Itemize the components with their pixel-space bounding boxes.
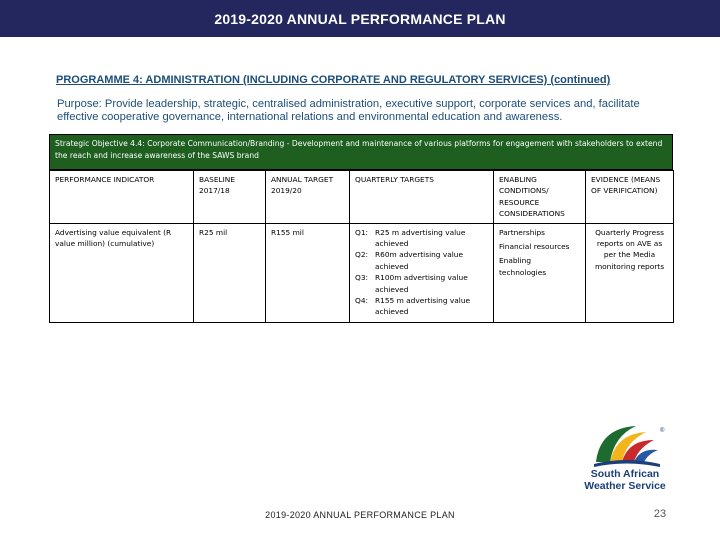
- quarter-value: R100m advertising value achieved: [375, 273, 468, 294]
- quarter-key: Q4:: [355, 296, 369, 306]
- header-annual-target: ANNUAL TARGET 2019/20: [266, 171, 350, 224]
- quarter-value: R60m advertising value achieved: [375, 250, 464, 271]
- logo-text-line1: South African: [590, 468, 660, 480]
- enabling-item: Partnerships: [499, 227, 545, 237]
- cell-quarterly-targets: [350, 223, 494, 322]
- quarter-list: [355, 227, 488, 318]
- quarter-item: [355, 272, 488, 295]
- footer-text: 2019-2020 ANNUAL PERFORMANCE PLAN: [265, 510, 455, 520]
- quarter-key: Q1:: [355, 227, 369, 237]
- header-quarterly-targets: QUARTERLY TARGETS: [350, 171, 494, 224]
- quarter-item: [355, 249, 488, 272]
- header-evidence: EVIDENCE (MEANS OF VERIFICATION): [586, 171, 674, 224]
- quarter-item: [355, 227, 488, 250]
- cell-evidence: Quarterly Progress reports on AVE as per the Media monitoring reports: [586, 223, 674, 322]
- cell-enabling-conditions: [494, 223, 586, 322]
- logo-text-line2: Weather Service: [584, 480, 666, 492]
- quarter-item: [355, 295, 488, 318]
- header-performance-indicator: PERFORMANCE INDICATOR: [50, 171, 194, 224]
- strategic-objective: Strategic Objective 4.4: Corporate Communication/Branding - Development and maintenance of various platforms for engagement with stakeholders to extend the reach and increase awareness of the SAWS brand: [49, 134, 673, 170]
- table-header-row: [50, 171, 674, 224]
- enabling-item: Financial resources: [499, 242, 570, 252]
- header-baseline: BASELINE 2017/18: [194, 171, 266, 224]
- quarter-key: Q3:: [355, 273, 369, 283]
- quarter-key: Q2:: [355, 250, 369, 260]
- enabling-item: Enabling technologies: [499, 256, 547, 277]
- table-row: [50, 223, 674, 322]
- header-title: 2019-2020 ANNUAL PERFORMANCE PLAN: [214, 11, 506, 27]
- performance-table: [49, 170, 674, 323]
- cell-baseline: R25 mil: [194, 223, 266, 322]
- cell-annual-target: R155 mil: [266, 223, 350, 322]
- purpose-text: Purpose: Provide leadership, strategic, centralised administration, executive support, corporate services and, facilitate effective cooperative governance, international relations and environmental education and awareness.: [57, 98, 640, 123]
- quarter-value: R25 m advertising value achieved: [375, 227, 466, 249]
- programme-title: PROGRAMME 4: ADMINISTRATION (INCLUDING CORPORATE AND REGULATORY SERVICES) (continued): [56, 74, 611, 86]
- quarter-value: R155 m advertising value achieved: [375, 296, 471, 317]
- cell-indicator: Advertising value equivalent (R value million) (cumulative): [50, 223, 194, 322]
- header-enabling-conditions: ENABLING CONDITIONS/ RESOURCE CONSIDERATIONS: [494, 171, 586, 224]
- page-number: 23: [653, 508, 667, 520]
- header-bar: [0, 0, 720, 37]
- registered-mark: ®: [660, 428, 665, 434]
